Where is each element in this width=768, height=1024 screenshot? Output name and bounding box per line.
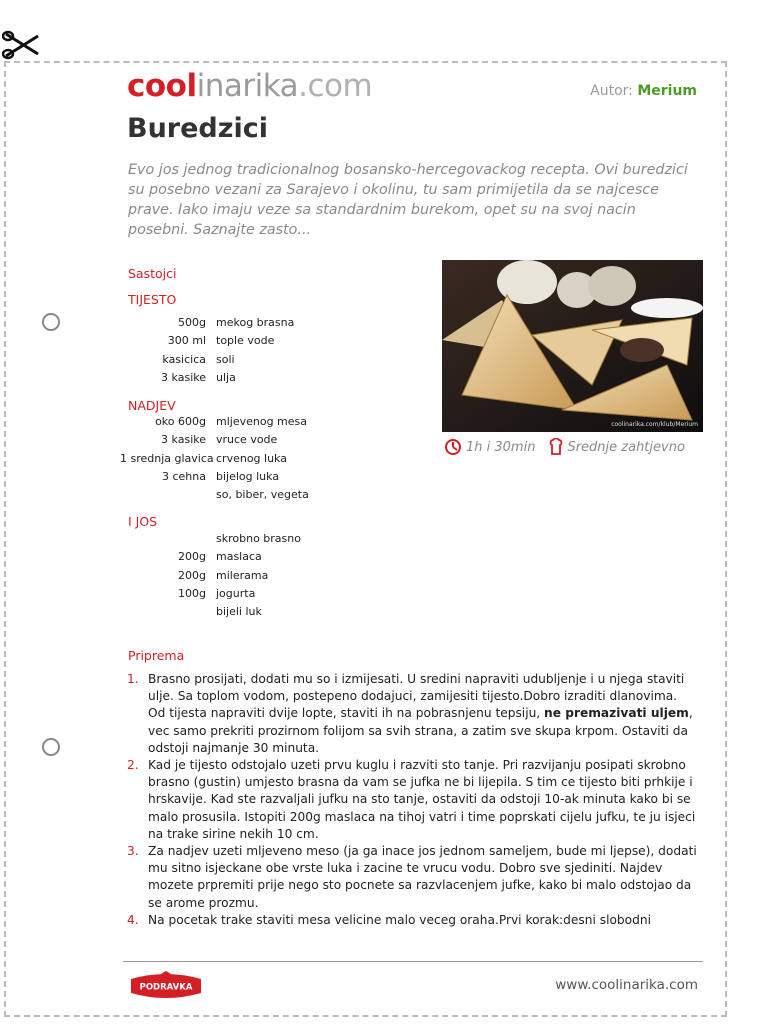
- binder-hole: [42, 313, 60, 331]
- ingredient-quantity: 100g: [178, 586, 206, 600]
- ingredient-name: ulja: [216, 370, 236, 384]
- clock-icon: [444, 438, 462, 456]
- ingredient-quantity: kasicica: [162, 352, 206, 366]
- ingredient-name: tople vode: [216, 334, 275, 348]
- recipe-title: Buredzici: [127, 113, 268, 144]
- step-text-part: Za nadjev uzeti mljeveno meso (ja ga inace jos jednom sameljem, bude mi ljepse), dodati mu sitno isjeckane obe vrste luka i zacine te vrucu vodu. Dobro sve sjediniti. Najdev mozete prpremiti prije nego sto pocnete sa razvlacenjem jufke, kako bi malo odstojao da se arome prozmu.: [148, 844, 697, 910]
- ingredient-row: [120, 468, 309, 486]
- step-number: 3.: [127, 844, 139, 859]
- prep-time: 1h i 30min: [466, 439, 536, 455]
- ingredient-group-title: TIJESTO: [128, 292, 177, 307]
- ingredient-row: [120, 530, 301, 548]
- ingredient-name: crvenog luka: [216, 451, 287, 465]
- step-text: [148, 757, 697, 843]
- ingredient-quantity: 3 cehna: [162, 469, 206, 483]
- binder-hole: [42, 738, 60, 756]
- step-text-part: Na pocetak trake staviti mesa velicine malo veceg oraha.Prvi korak:desni slobodni: [148, 912, 651, 927]
- ingredient-row: [120, 603, 301, 621]
- preparation-step: [127, 757, 697, 843]
- preparation-step: [127, 671, 697, 757]
- coolinarika-logo[interactable]: [127, 68, 372, 104]
- author-label: Autor:: [590, 83, 633, 99]
- ingredient-group-list: [120, 530, 301, 621]
- ingredient-row: [120, 332, 294, 350]
- ingredient-name: bijeli luk: [216, 605, 262, 619]
- step-number: 4.: [127, 912, 139, 927]
- ingredient-group-title: NADJEV: [128, 398, 176, 413]
- ingredient-group-list: [120, 413, 309, 504]
- step-text: [148, 912, 697, 929]
- step-text: [148, 843, 697, 912]
- ingredient-row: [120, 351, 294, 369]
- ingredient-name: mekog brasna: [216, 316, 295, 329]
- podravka-logo-text: PODRAVKA: [139, 982, 193, 993]
- ingredient-row: [120, 548, 301, 566]
- footer-site-link[interactable]: www.coolinarika.com: [555, 977, 698, 993]
- ingredient-row: [120, 413, 309, 431]
- step-text-bold: ne premazivati uljem: [544, 706, 689, 721]
- ingredient-quantity: [120, 530, 216, 548]
- recipe-photo: [442, 260, 703, 432]
- ingredient-name: so, biber, vegeta: [216, 488, 309, 502]
- ingredient-row: [120, 567, 301, 585]
- step-text-part: , vec samo prekriti prozirnom folijom sa svih strana, a zatim sve skupa krpom. Ostaviti da odstoji najmanje 30 minuta.: [148, 706, 693, 755]
- scissors-icon: [2, 28, 42, 62]
- ingredient-quantity: 200g: [178, 568, 206, 582]
- ingredient-name: maslaca: [216, 550, 262, 564]
- step-number: 1.: [127, 672, 139, 686]
- ingredient-quantity: [120, 603, 216, 621]
- ingredient-group-list: [120, 314, 294, 387]
- ingredient-quantity: oko 600g: [155, 415, 206, 428]
- ingredient-quantity: 200g: [178, 550, 206, 564]
- ingredient-row: [120, 431, 309, 449]
- preparation-step: [127, 843, 697, 912]
- step-text-part: Brasno prosijati, dodati mu so i izmijesati. U sredini napraviti udubljenje i u njega staviti ulje. Sa toplom vodom, postepeno dodajuci, zamijesiti tijesto.Dobro izraditi dlanovima. Od tijesta napraviti dvije lopte, staviti ih na pobrasnjenu tepsiju,: [148, 672, 685, 721]
- podravka-logo[interactable]: [127, 971, 205, 1001]
- ingredient-name: skrobno brasno: [216, 532, 301, 545]
- step-number: 2.: [127, 758, 139, 773]
- preparation-steps: [127, 671, 697, 929]
- step-text: [148, 671, 697, 757]
- author-info: [590, 83, 697, 99]
- difficulty: Srednje zahtjevno: [567, 439, 685, 455]
- logo-part: inarika: [196, 68, 299, 104]
- ingredient-row: [120, 486, 309, 504]
- ingredient-quantity: 3 kasike: [161, 370, 206, 384]
- ingredient-name: vruce vode: [216, 433, 278, 447]
- ingredient-row: [120, 585, 301, 603]
- ingredient-quantity: 500g: [178, 316, 206, 329]
- ingredient-quantity: [120, 486, 216, 504]
- footer-divider: [123, 961, 703, 962]
- chef-hat-icon: [549, 438, 563, 456]
- photo-watermark: coolinarika.com/klub/Merium: [611, 421, 698, 428]
- step-text-part: Kad je tijesto odstojalo uzeti prvu kuglu i razviti sto tanje. Pri razvijanju posipati skrobno brasno (gustin) umjesto brasna da vam se jufka ne bi lijepila. S tim ce tijesto biti prhkije i hrskavije. Kad ste razvaljali jufku na sto tanje, ostaviti da odstoji 10-ak minuta kako bi se malo prosusila. Istopiti 200g maslaca na tihoj vatri i time poprskati cijelu jufku, te ju isjeci na trake sirine nekih 10 cm.: [148, 758, 696, 841]
- ingredient-quantity: 3 kasike: [161, 433, 206, 447]
- ingredient-quantity: 1 srednja glavica: [120, 451, 214, 465]
- logo-part: .com: [298, 68, 373, 104]
- ingredient-row: [120, 314, 294, 332]
- recipe-intro: Evo jos jednog tradicionalnog bosansko-hercegovackog recepta. Ovi buredzici su posebno vezani za Sarajevo i okolinu, tu sam primijetila da se najcesce prave. Iako imaju veze sa standardnim burekom, opet su na svoj nacin posebni. Saznajte zasto...: [128, 162, 688, 238]
- ingredient-row: [120, 450, 309, 468]
- ingredient-name: milerama: [216, 568, 269, 582]
- author-name[interactable]: Merium: [637, 83, 697, 99]
- ingredient-group-title: I JOS: [128, 514, 158, 529]
- ingredient-name: soli: [216, 352, 235, 366]
- ingredient-name: bijelog luka: [216, 469, 280, 483]
- logo-part: cool: [127, 68, 197, 104]
- recipe-meta: [444, 438, 685, 456]
- ingredient-name: jogurta: [216, 586, 256, 600]
- ingredient-name: mljevenog mesa: [216, 415, 308, 428]
- ingredient-row: [120, 369, 294, 387]
- preparation-heading: Priprema: [128, 648, 185, 663]
- ingredients-heading: Sastojci: [128, 266, 177, 281]
- preparation-step: [127, 912, 697, 929]
- ingredient-quantity: 300 ml: [167, 334, 206, 348]
